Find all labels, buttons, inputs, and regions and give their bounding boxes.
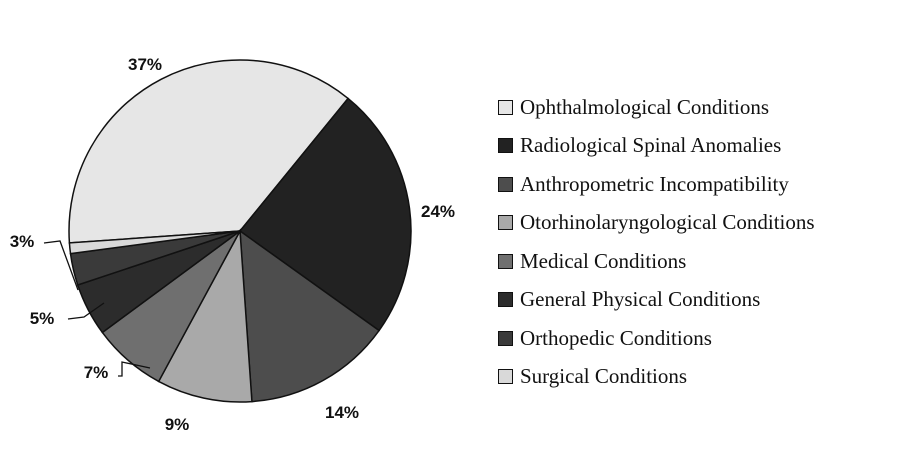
legend-label: Ophthalmological Conditions <box>520 94 770 119</box>
legend-item-7 <box>498 319 815 358</box>
legend-swatch <box>498 177 513 192</box>
legend-swatch <box>498 215 513 230</box>
legend-item-4 <box>498 204 815 243</box>
legend-label: Medical Conditions <box>520 248 687 273</box>
legend-item-2 <box>498 127 815 166</box>
legend <box>498 88 815 396</box>
percent-label-4: 9% <box>164 415 190 434</box>
percent-label-2: 24% <box>420 202 456 221</box>
legend-item-1 <box>498 88 815 127</box>
legend-swatch <box>498 138 513 153</box>
legend-item-3 <box>498 165 815 204</box>
percent-label-6: 5% <box>29 309 55 328</box>
legend-item-6 <box>498 281 815 320</box>
legend-swatch <box>498 369 513 384</box>
pie-slices <box>69 60 411 402</box>
legend-label: Radiological Spinal Anomalies <box>520 133 782 158</box>
legend-item-5 <box>498 242 815 281</box>
legend-swatch <box>498 254 513 269</box>
legend-label: General Physical Conditions <box>520 287 761 312</box>
legend-swatch <box>498 100 513 115</box>
legend-item-8 <box>498 358 815 397</box>
percent-label-5: 7% <box>83 363 109 382</box>
percent-label-7: 3% <box>9 232 35 251</box>
legend-label: Orthopedic Conditions <box>520 325 712 350</box>
legend-label: Anthropometric Incompatibility <box>520 171 789 196</box>
percent-label-1: 37% <box>127 55 163 74</box>
legend-label: Surgical Conditions <box>520 364 688 389</box>
legend-swatch <box>498 292 513 307</box>
legend-swatch <box>498 331 513 346</box>
percent-label-3: 14% <box>324 403 360 422</box>
legend-label: Otorhinolaryngological Conditions <box>520 210 815 235</box>
